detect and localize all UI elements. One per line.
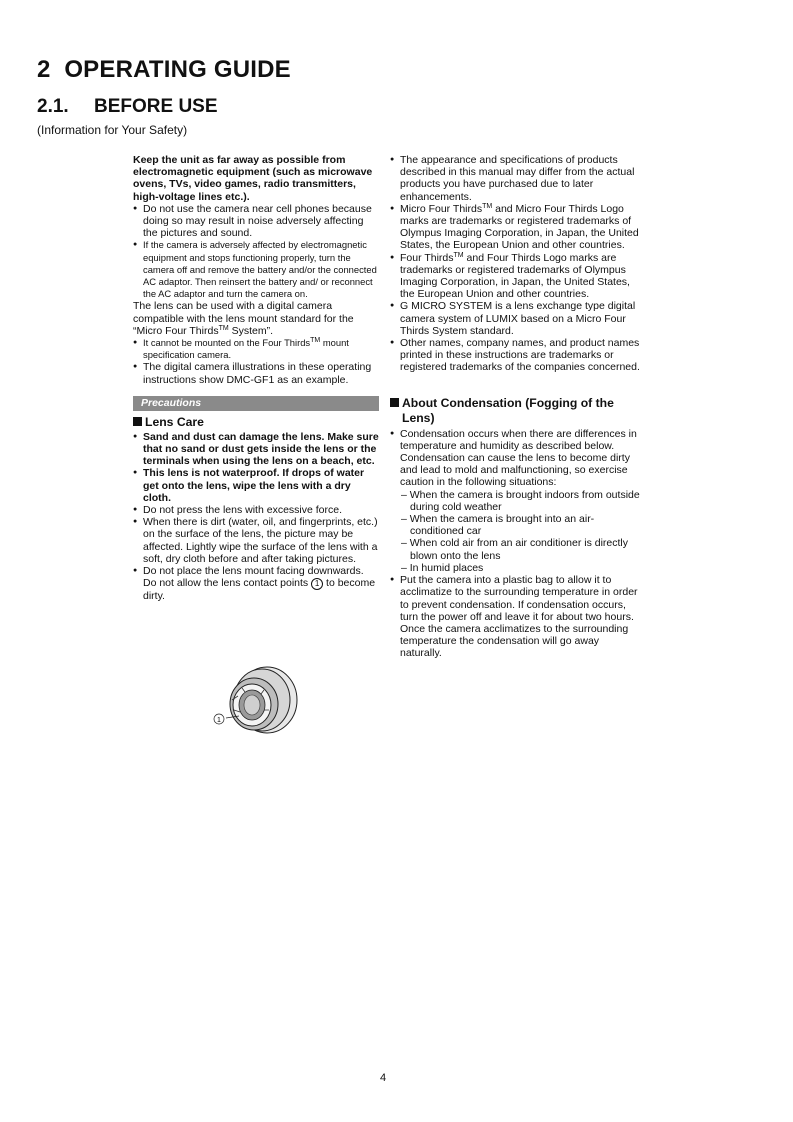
right-column (390, 154, 640, 660)
list-item: ● Other names, company names, and product names printed in these instructions are trademarks or registered trademarks of the companies concerned. (390, 337, 640, 374)
callout-label: 1 (217, 717, 221, 724)
section-title (37, 96, 218, 118)
page-number: 4 (380, 1072, 387, 1084)
list-item: ● Do not use the camera near cell phones because doing so may result in noise adversely affecting the pictures and sound. (133, 203, 379, 240)
list-item: ● If the camera is adversely affected by electromagnetic equipment and stops functioning properly, turn the camera off and remove the battery and/or the connected AC adaptor. Then reinsert the battery and/ or reconnect the AC adaptor and turn the camera on. (133, 239, 379, 300)
left-column (133, 154, 379, 603)
lens-illustration (212, 660, 302, 740)
dash-item: – When the camera is brought into an air-conditioned car (401, 513, 595, 538)
section-title-text: BEFORE USE (94, 96, 218, 117)
list-item: ● When there is dirt (water, oil, and fingerprints, etc.) on the surface of the lens, the picture may be affected. Lightly wipe the surface of the lens with a soft, dry cloth before and after taking pictures. (133, 516, 379, 565)
list-item: ● Micro Four Thirds™ and Micro Four Thirds Logo marks are trademarks or registered trademarks of Olympus Imaging Corporation, in Japan, the United States, the European Union and other countries. (390, 203, 640, 252)
chapter-title (37, 56, 291, 84)
list-item: ● Put the camera into a plastic bag to allow it to acclimatize to the surrounding temperature in order to prevent condensation. If condensation occurs, turn the power off and leave it for about two hours. Once the camera acclimatizes to the surrounding temperature the condensation will go away naturally. (390, 574, 640, 659)
list-item: ● Do not place the lens mount facing downwards. Do not allow the lens contact points 1 to become dirty. (133, 565, 379, 602)
mount-text: The lens can be used with a digital camera compatible with the lens mount standard for the “Micro Four Thirds™ System”. (133, 300, 354, 337)
condensation-heading: About Condensation (Fogging of the Lens) (390, 396, 640, 426)
list-item: ● Condensation occurs when there are differences in temperature and humidity as described below. Condensation can cause the lens to become dirty and lead to mold and malfunctioning, so exercise caution in the following situations: (390, 428, 640, 489)
subtitle: (Information for Your Safety) (37, 123, 188, 137)
dash-item: – In humid places (401, 561, 484, 574)
list-item: ● The digital camera illustrations in these operating instructions show DMC-GF1 as an example. (133, 361, 379, 385)
section-number: 2.1. (37, 96, 69, 117)
dash-item: – When the camera is brought indoors from outside during cold weather (401, 488, 640, 513)
lens-care-heading: Lens Care (133, 415, 379, 429)
list-item: ● This lens is not waterproof. If drops of water get onto the lens, wipe the lens with a dry cloth. (133, 467, 379, 504)
dash-item: – When cold air from an air conditioner is directly blown onto the lens (401, 537, 629, 562)
chapter-number: 2 (37, 56, 51, 83)
precautions-banner: Precautions (133, 396, 379, 411)
list-item: ● The appearance and specifications of products described in this manual may differ from the actual products you have purchased due to later enhancements. (390, 154, 640, 203)
list-item: ● Four Thirds™ and Four Thirds Logo marks are trademarks or registered trademarks of Olympus Imaging Corporation, in Japan, the United States, the European Union and other countries. (390, 252, 640, 301)
callout-marker: 1 (311, 578, 323, 590)
intro-warning: Keep the unit as far away as possible from electromagnetic equipment (such as microwave ovens, TVs, video games, radio transmitters, high-voltage lines etc.). (133, 154, 373, 203)
list-item: ● G MICRO SYSTEM is a lens exchange type digital camera system of LUMIX based on a Micro Four Thirds System standard. (390, 300, 640, 337)
chapter-title-text: OPERATING GUIDE (64, 56, 291, 83)
list-item: ● It cannot be mounted on the Four Thirds™ mount specification camera. (133, 337, 379, 361)
list-item: ● Sand and dust can damage the lens. Make sure that no sand or dust gets inside the lens or the terminals when using the lens on a beach, etc. (133, 431, 379, 468)
list-item: ● Do not press the lens with excessive force. (133, 504, 379, 516)
